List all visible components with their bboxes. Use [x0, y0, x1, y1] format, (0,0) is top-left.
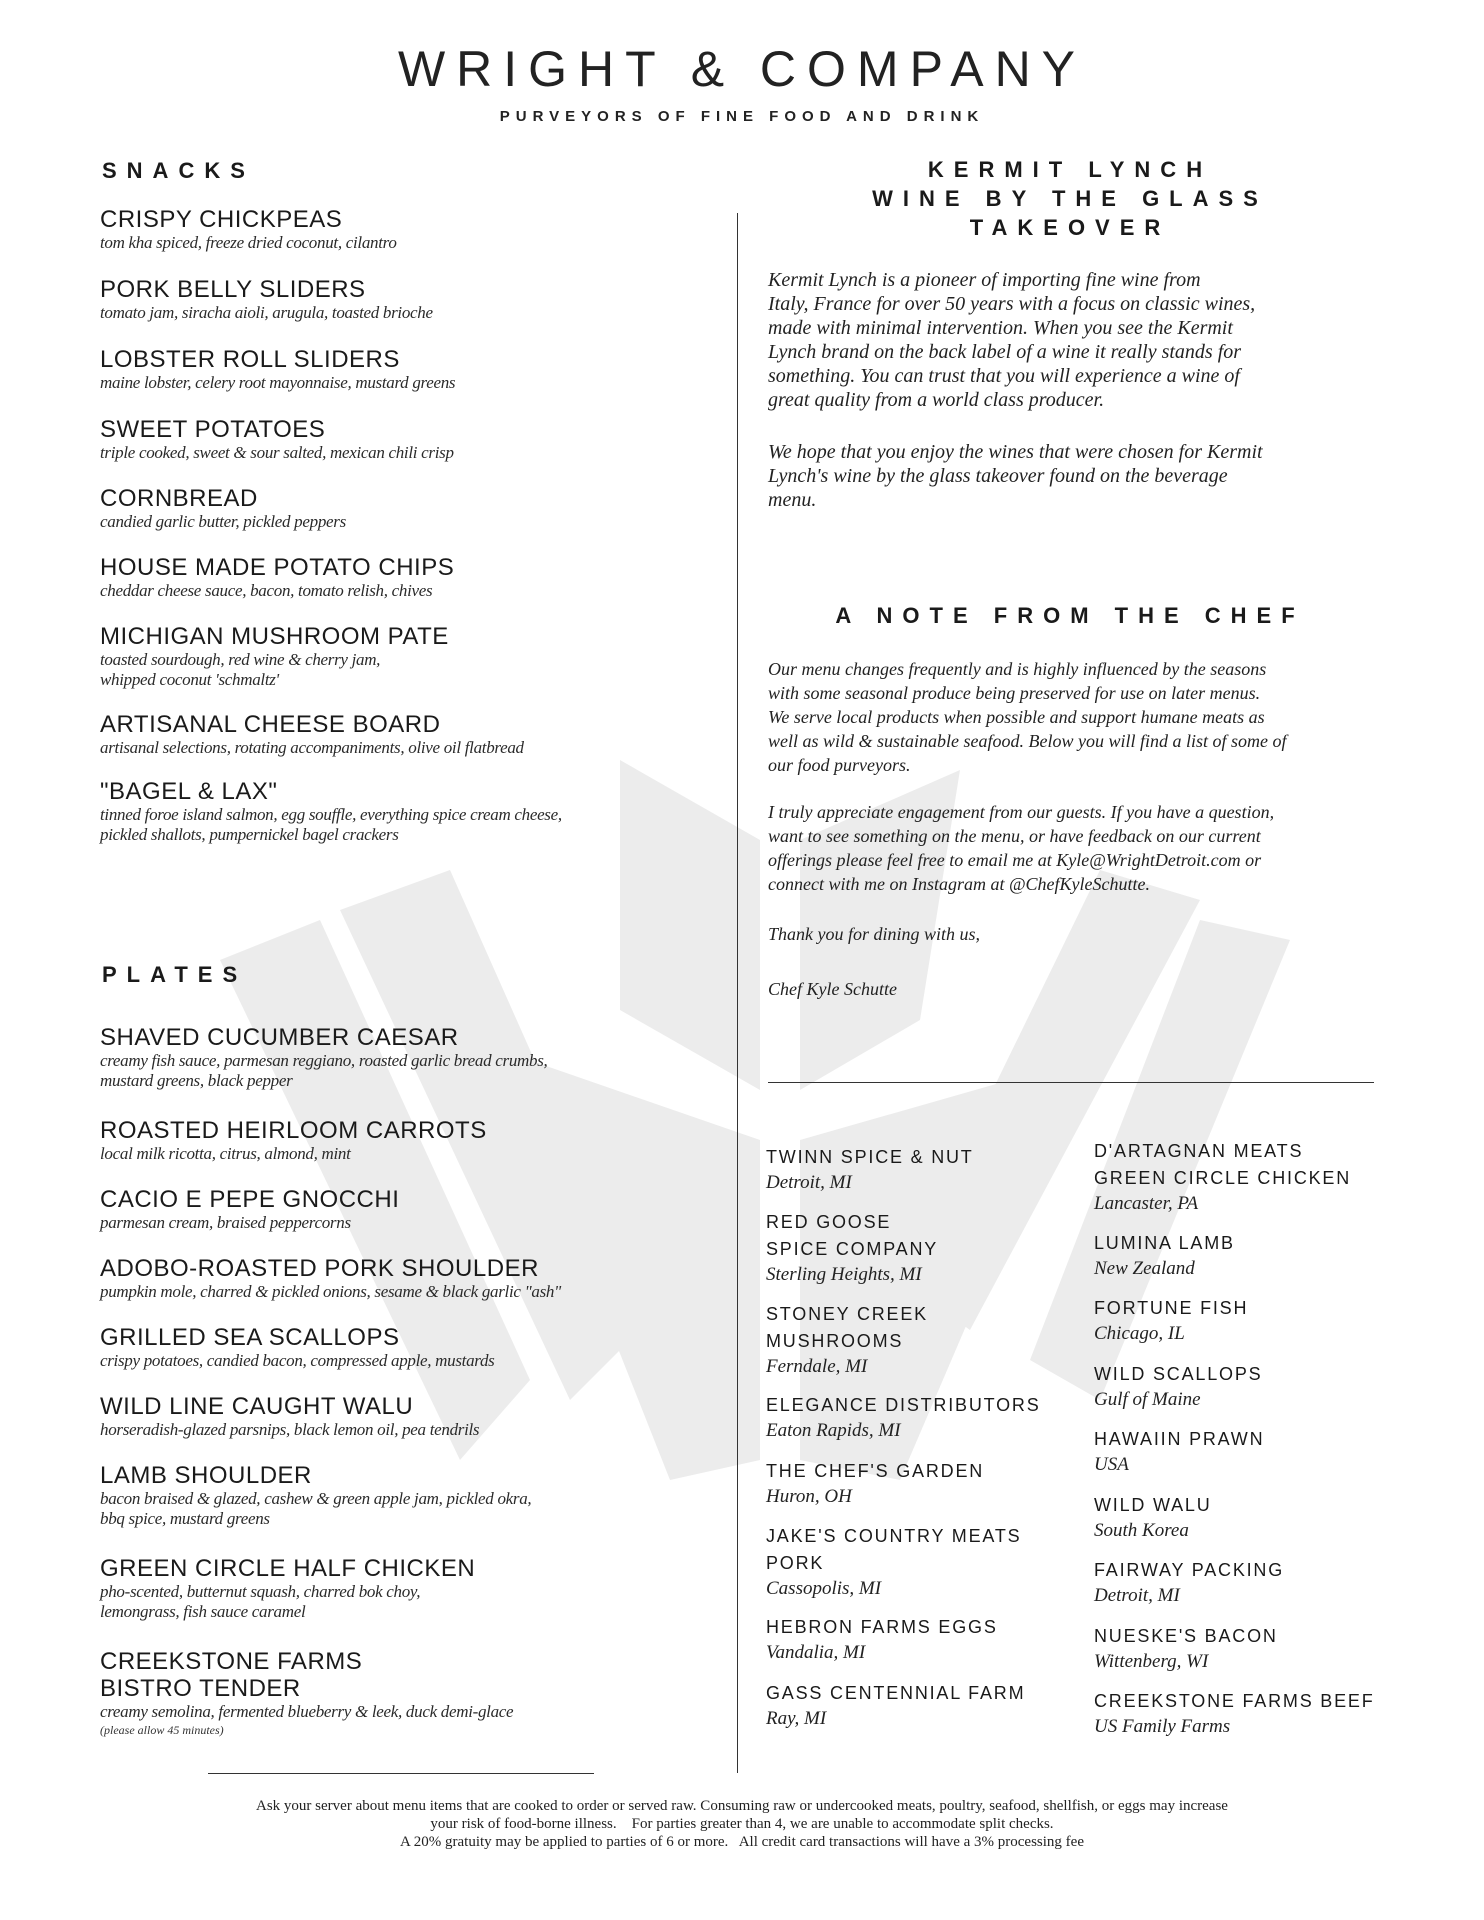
text-line: well as wild & sustainable seafood. Below you will find a list of some of — [768, 731, 1287, 751]
item-name: SWEET POTATOES — [100, 416, 326, 443]
item-desc: mustard greens, black pepper — [100, 1071, 293, 1090]
item-name: ARTISANAL CHEESE BOARD — [100, 711, 441, 738]
text-line: offerings please feel free to email me at Kyle@WrightDetroit.com or — [768, 850, 1262, 870]
purveyor-name: ELEGANCE DISTRIBUTORS — [766, 1395, 1041, 1415]
purveyor — [1094, 1426, 1264, 1477]
purveyor-name: NUESKE'S BACON — [1094, 1626, 1278, 1646]
purveyor — [1094, 1557, 1284, 1608]
purveyor-location: Wittenberg, WI — [1094, 1651, 1209, 1672]
item-desc: tom kha spiced, freeze dried coconut, cilantro — [100, 233, 397, 252]
menu-item — [100, 416, 660, 463]
purveyor-location: USA — [1094, 1454, 1129, 1475]
item-name: MICHIGAN MUSHROOM PATE — [100, 623, 449, 650]
purveyor-name: WILD SCALLOPS — [1094, 1364, 1263, 1384]
menu-item — [100, 1555, 660, 1622]
item-desc: cheddar cheese sauce, bacon, tomato relish, chives — [100, 581, 433, 600]
purveyor-location: Lancaster, PA — [1094, 1193, 1199, 1214]
chef-signature: Chef Kyle Schutte — [768, 979, 897, 999]
item-name: ADOBO-ROASTED PORK SHOULDER — [100, 1255, 539, 1282]
purveyor — [1094, 1138, 1351, 1216]
text-line: made with minimal intervention. When you see the Kermit — [768, 317, 1233, 339]
purveyor — [1094, 1230, 1235, 1281]
purveyor-location: Ray, MI — [766, 1708, 827, 1729]
kermit-heading-line: KERMIT LYNCH — [927, 157, 1213, 182]
item-desc: tomato jam, siracha aioli, arugula, toasted brioche — [100, 303, 433, 322]
item-desc: toasted sourdough, red wine & cherry jam, — [100, 650, 381, 669]
text-line: Italy, France for over 50 years with a focus on classic wines, — [768, 293, 1256, 315]
item-name: CRISPY CHICKPEAS — [100, 206, 343, 233]
menu-item — [100, 1255, 660, 1302]
purveyor-location: Gulf of Maine — [1094, 1389, 1201, 1410]
purveyor-name: HAWAIIN PRAWN — [1094, 1429, 1265, 1449]
item-desc: whipped coconut 'schmaltz' — [100, 670, 279, 689]
purveyor-location: Ferndale, MI — [766, 1356, 868, 1377]
menu-item — [100, 485, 660, 532]
text-line: We serve local products when possible and support humane meats as — [768, 707, 1265, 727]
item-desc: crispy potatoes, candied bacon, compressed apple, mustards — [100, 1351, 495, 1370]
brand-title: WRIGHT & COMPANY — [397, 41, 1087, 97]
item-name: HOUSE MADE POTATO CHIPS — [100, 554, 455, 581]
item-desc: maine lobster, celery root mayonnaise, mustard greens — [100, 373, 456, 392]
item-name: GRILLED SEA SCALLOPS — [100, 1324, 400, 1351]
purveyor — [766, 1144, 974, 1195]
item-name: LAMB SHOULDER — [100, 1462, 312, 1489]
purveyor-location: Vandalia, MI — [766, 1642, 866, 1663]
purveyor — [1094, 1295, 1248, 1346]
item-desc: candied garlic butter, pickled peppers — [100, 512, 346, 531]
purveyor-location: Eaton Rapids, MI — [766, 1420, 901, 1441]
kermit-paragraph — [768, 440, 1378, 512]
item-desc: bbq spice, mustard greens — [100, 1509, 270, 1528]
text-line: We hope that you enjoy the wines that were chosen for Kermit — [768, 441, 1263, 463]
item-desc: lemongrass, fish sauce caramel — [100, 1602, 306, 1621]
purveyor-location: Huron, OH — [766, 1486, 852, 1507]
chef-paragraph — [768, 657, 1378, 777]
text-line: our food purveyors. — [768, 755, 911, 775]
purveyor-location: Detroit, MI — [1094, 1585, 1180, 1606]
kermit-heading-line: TAKEOVER — [969, 215, 1171, 240]
snacks-heading: SNACKS — [102, 158, 255, 183]
purveyor-name: WILD WALU — [1094, 1495, 1212, 1515]
purveyor-location: South Korea — [1094, 1520, 1189, 1541]
item-name: CACIO E PEPE GNOCCHI — [100, 1186, 400, 1213]
item-desc: bacon braised & glazed, cashew & green apple jam, pickled okra, — [100, 1489, 532, 1508]
item-name: CREEKSTONE FARMS — [100, 1648, 363, 1675]
purveyors-divider — [768, 1082, 1374, 1083]
text-line: menu. — [768, 489, 817, 511]
menu-item — [100, 1648, 660, 1738]
text-line: I truly appreciate engagement from our guests. If you have a question, — [768, 802, 1275, 822]
item-desc: pickled shallots, pumpernickel bagel crackers — [100, 825, 399, 844]
text-line: connect with me on Instagram at @ChefKyleSchutte. — [768, 874, 1150, 894]
purveyor — [766, 1301, 928, 1379]
item-desc: horseradish-glazed parsnips, black lemon oil, pea tendrils — [100, 1420, 480, 1439]
purveyor-name: HEBRON FARMS EGGS — [766, 1617, 998, 1637]
menu-item — [100, 1117, 660, 1164]
footer-line: A 20% gratuity may be applied to parties of 6 or more. All credit card transactions will have a 3% processing fee — [400, 1834, 1084, 1850]
menu-item — [100, 711, 660, 758]
menu-item — [100, 276, 660, 323]
purveyor-name: THE CHEF'S GARDEN — [766, 1461, 985, 1481]
purveyor — [766, 1680, 1025, 1731]
item-desc: artisanal selections, rotating accompaniments, olive oil flatbread — [100, 738, 524, 757]
purveyor-location: Sterling Heights, MI — [766, 1264, 922, 1285]
purveyor-name: TWINN SPICE & NUT — [766, 1147, 974, 1167]
purveyor — [766, 1523, 1021, 1601]
item-desc: parmesan cream, braised peppercorns — [100, 1213, 351, 1232]
purveyor-name: GREEN CIRCLE CHICKEN — [1094, 1168, 1352, 1188]
kermit-paragraph — [768, 268, 1378, 412]
menu-item — [100, 778, 660, 845]
chef-paragraph — [768, 800, 1378, 896]
purveyor — [766, 1458, 984, 1509]
item-desc: local milk ricotta, citrus, almond, mint — [100, 1144, 351, 1163]
text-line: want to see something on the menu, or have feedback on our current — [768, 826, 1261, 846]
purveyor-name: CREEKSTONE FARMS BEEF — [1094, 1691, 1375, 1711]
text-line: Lynch's wine by the glass takeover found on the beverage — [768, 465, 1228, 487]
item-name: PORK BELLY SLIDERS — [100, 276, 366, 303]
purveyor — [766, 1614, 998, 1665]
menu-item — [100, 206, 660, 253]
item-desc: triple cooked, sweet & sour salted, mexican chili crisp — [100, 443, 454, 462]
purveyor-name: FORTUNE FISH — [1094, 1298, 1249, 1318]
column-divider — [737, 213, 738, 1773]
menu-item — [100, 623, 660, 690]
item-name: SHAVED CUCUMBER CAESAR — [100, 1024, 459, 1051]
text-line: Our menu changes frequently and is highly influenced by the seasons — [768, 659, 1267, 679]
text-line: Lynch brand on the back label of a wine it really stands for — [768, 341, 1242, 363]
purveyor-name: MUSHROOMS — [766, 1331, 904, 1351]
footer-line: Ask your server about menu items that are cooked to order or served raw. Consuming raw or undercooked meats, poultry, seafood, shellfish, or eggs may increase — [256, 1798, 1228, 1814]
purveyor-location: New Zealand — [1094, 1258, 1195, 1279]
text-line: Kermit Lynch is a pioneer of importing fine wine from — [768, 269, 1201, 291]
brand-subtitle: PURVEYORS OF FINE FOOD AND DRINK — [499, 108, 985, 125]
purveyor — [1094, 1623, 1278, 1674]
purveyor-name: D'ARTAGNAN MEATS — [1094, 1141, 1304, 1161]
item-desc: tinned foroe island salmon, egg souffle, everything spice cream cheese, — [100, 805, 562, 824]
item-name: LOBSTER ROLL SLIDERS — [100, 346, 400, 373]
menu-item — [100, 1324, 660, 1371]
purveyor-location: US Family Farms — [1094, 1716, 1231, 1737]
purveyor-name: JAKE'S COUNTRY MEATS — [766, 1526, 1022, 1546]
menu-item — [100, 1393, 660, 1440]
menu-item — [100, 554, 660, 601]
item-desc: creamy semolina, fermented blueberry & leek, duck demi-glace — [100, 1702, 514, 1721]
purveyor — [1094, 1688, 1375, 1739]
item-desc: pumpkin mole, charred & pickled onions, sesame & black garlic "ash" — [100, 1282, 561, 1301]
footer-line: your risk of food-borne illness. For parties greater than 4, we are unable to accommodate split checks. — [430, 1816, 1054, 1832]
item-name: GREEN CIRCLE HALF CHICKEN — [100, 1555, 476, 1582]
purveyor-location: Chicago, IL — [1094, 1323, 1185, 1344]
item-name: CORNBREAD — [100, 485, 258, 512]
purveyor-name: STONEY CREEK — [766, 1304, 928, 1324]
left-divider — [208, 1773, 594, 1774]
footer-disclaimer — [60, 1797, 1424, 1851]
purveyor-name: FAIRWAY PACKING — [1094, 1560, 1285, 1580]
item-name: "BAGEL & LAX" — [100, 778, 278, 805]
chef-note-heading: A NOTE FROM THE CHEF — [835, 603, 1305, 628]
item-name: ROASTED HEIRLOOM CARROTS — [100, 1117, 487, 1144]
item-desc: creamy fish sauce, parmesan reggiano, roasted garlic bread crumbs, — [100, 1051, 548, 1070]
purveyor — [1094, 1492, 1212, 1543]
item-desc: pho-scented, butternut squash, charred bok choy, — [100, 1582, 421, 1601]
menu-item — [100, 1462, 660, 1529]
item-name: WILD LINE CAUGHT WALU — [100, 1393, 414, 1420]
item-note: (please allow 45 minutes) — [100, 1723, 224, 1737]
purveyor-name: PORK — [766, 1553, 825, 1573]
menu-item — [100, 346, 660, 393]
kermit-heading — [760, 155, 1380, 242]
kermit-heading-line: WINE BY THE GLASS — [872, 186, 1268, 211]
purveyor-location: Cassopolis, MI — [766, 1578, 882, 1599]
purveyor — [766, 1209, 938, 1287]
chef-thanks: Thank you for dining with us, — [768, 924, 981, 944]
purveyor-name: GASS CENTENNIAL FARM — [766, 1683, 1026, 1703]
purveyor-name: SPICE COMPANY — [766, 1239, 939, 1259]
purveyor-location: Detroit, MI — [766, 1172, 852, 1193]
menu-item — [100, 1186, 660, 1233]
text-line: something. You can trust that you will experience a wine of — [768, 365, 1240, 387]
item-name: BISTRO TENDER — [100, 1675, 301, 1702]
text-line: great quality from a world class producer. — [768, 389, 1105, 411]
menu-item — [100, 1024, 660, 1091]
purveyor — [1094, 1361, 1262, 1412]
purveyor-name: RED GOOSE — [766, 1212, 892, 1232]
purveyor-name: LUMINA LAMB — [1094, 1233, 1235, 1253]
text-line: with some seasonal produce being preserved for use on later menus. — [768, 683, 1261, 703]
plates-heading: PLATES — [102, 962, 248, 987]
purveyor — [766, 1392, 1041, 1443]
